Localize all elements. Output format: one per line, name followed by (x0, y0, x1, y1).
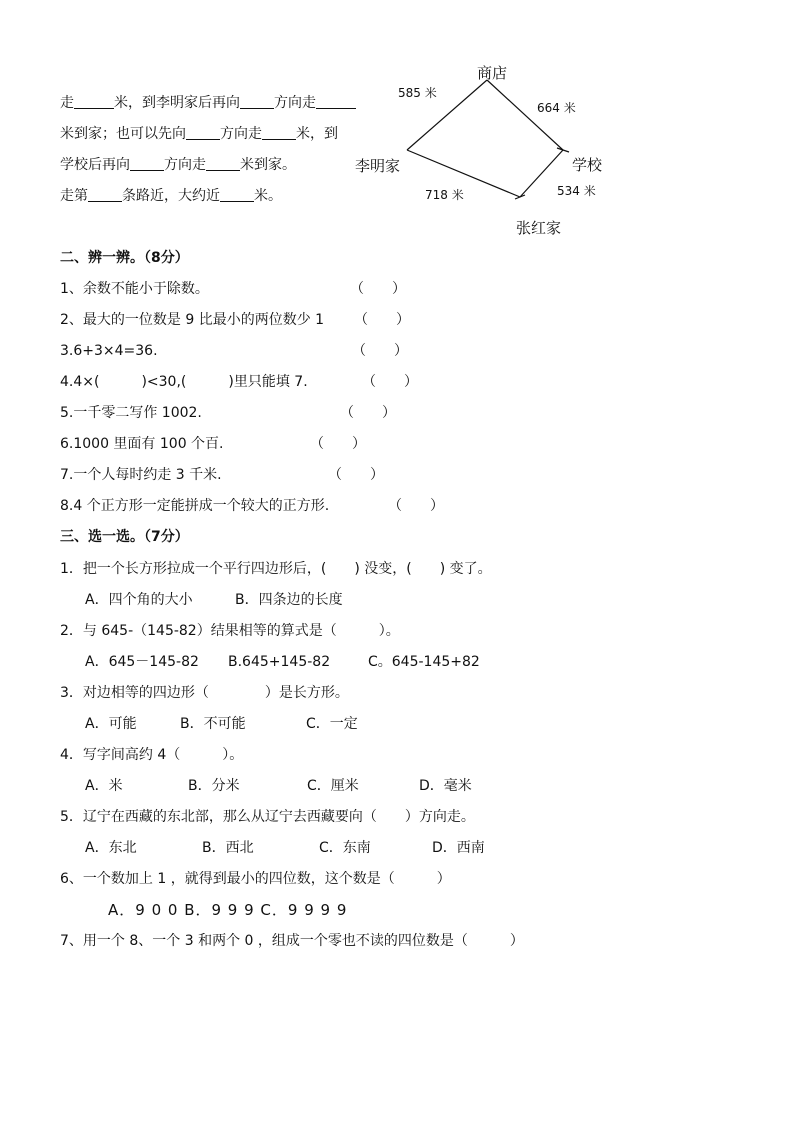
problem-text: 米，到李明家后再向 (114, 95, 240, 111)
judge-statement: 1、余数不能小于除数。 (60, 281, 209, 297)
judge-statement: 5.一千零二写作 1002. (60, 405, 202, 421)
judge-item-1 (60, 279, 209, 299)
judge-statement: 3.6+3×4=36. (60, 343, 158, 359)
place-store-label: 商店 (477, 64, 508, 82)
choice-options-3 (85, 714, 358, 734)
problem-text: 米到家；也可以先向 (60, 126, 186, 142)
judge-paren-1[interactable]: （ ） (350, 281, 406, 297)
option-c[interactable]: C．一定 (306, 716, 358, 732)
option-d[interactable]: D．毫米 (419, 778, 472, 794)
judge-statement: 4.4×( )<30,( )里只能填 7. (60, 374, 308, 390)
option-b[interactable]: B．分米 (188, 778, 240, 794)
place-liming-home-label: 李明家 (355, 157, 401, 175)
judge-paren-8[interactable]: （ ） (388, 498, 444, 514)
school-tick (557, 148, 569, 152)
option-a[interactable]: A．四个角的大小 (85, 592, 193, 608)
option-c[interactable]: C．东南 (319, 840, 371, 856)
problem-text: 米到家。 (240, 157, 296, 173)
option-a[interactable]: A．645－145-82 (85, 654, 199, 670)
choice-options-2 (85, 652, 480, 672)
choice-options-4 (85, 776, 472, 796)
option-c[interactable]: C．厘米 (307, 778, 359, 794)
judge-item-2 (60, 310, 324, 330)
option-a[interactable]: A．米 (85, 778, 123, 794)
judge-paren-2[interactable]: （ ） (354, 312, 410, 328)
problem-text: 学校后再向 (60, 157, 130, 173)
problem-text: 米，到 (296, 126, 338, 142)
section-2-title: 二、辨一辨。（8分） (60, 250, 189, 266)
judge-paren-4[interactable]: （ ） (362, 374, 418, 390)
option-b[interactable]: B．西北 (202, 840, 254, 856)
judge-item-4 (60, 372, 308, 392)
problem-text: 米。 (254, 188, 282, 204)
problem-text: 条路近，大约近 (122, 188, 220, 204)
judge-paren-7[interactable]: （ ） (328, 467, 384, 483)
option-b[interactable]: B．不可能 (180, 716, 246, 732)
judge-item-8 (60, 496, 329, 516)
choice-question-7: 7、用一个 8、一个 3 和两个 0 ，组成一个零也不读的四位数是（ ） (60, 933, 524, 949)
choice-options-5 (85, 838, 485, 858)
distance-store-school: 664 米 (537, 101, 576, 115)
judge-paren-6[interactable]: （ ） (310, 436, 366, 452)
choice-question-4: 4．写字间高约 4（ ）。 (60, 747, 244, 763)
option-a[interactable]: A．可能 (85, 716, 137, 732)
choice-question-1: 1．把一个长方形拉成一个平行四边形后，( ) 没变，( ) 变了。 (60, 561, 492, 577)
judge-statement: 8.4 个正方形一定能拼成一个较大的正方形. (60, 498, 330, 514)
choice-question-2: 2．与 645-（145-82）结果相等的算式是（ ）。 (60, 623, 400, 639)
judge-statement: 7.一个人每时约走 3 千米. (60, 467, 222, 483)
option-a[interactable]: A．东北 (85, 840, 137, 856)
judge-statement: 2、最大的一位数是 9 比最小的两位数少 1 (60, 312, 325, 328)
choice-options-1 (85, 590, 343, 610)
judge-paren-5[interactable]: （ ） (340, 405, 396, 421)
problem-text: 方向走 (164, 157, 206, 173)
judge-paren-3[interactable]: （ ） (352, 343, 408, 359)
section-3-title: 三、选一选。（7分） (60, 529, 189, 545)
distance-liming-zhanghong: 718 米 (425, 188, 464, 202)
option-c[interactable]: C。645-145+82 (368, 654, 480, 670)
place-zhanghong-home-label: 张红家 (516, 219, 562, 237)
problem-text: 方向走 (274, 95, 316, 111)
problem-text: 走 (60, 95, 74, 111)
problem-text: 走第 (60, 188, 88, 204)
place-school-label: 学校 (572, 156, 603, 174)
option-d[interactable]: D．西南 (432, 840, 485, 856)
problem-text: 方向走 (220, 126, 262, 142)
judge-statement: 6.1000 里面有 100 个百. (60, 436, 224, 452)
choice-question-5: 5．辽宁在西藏的东北部，那么从辽宁去西藏要向（ ）方向走。 (60, 809, 475, 825)
option-b[interactable]: B.645+145-82 (228, 654, 331, 670)
choice-options-6[interactable]: A．9 0 0 B．9 9 9 C．9 9 9 9 (108, 901, 348, 919)
distance-liming-store: 585 米 (398, 86, 437, 100)
judge-item-7 (60, 465, 222, 485)
judge-item-3 (60, 341, 158, 361)
choice-question-3: 3．对边相等的四边形（ ）是长方形。 (60, 685, 349, 701)
option-b[interactable]: B．四条边的长度 (235, 592, 343, 608)
choice-question-6: 6、一个数加上 1 ，就得到最小的四位数，这个数是（ ） (60, 871, 451, 887)
judge-item-5 (60, 403, 202, 423)
judge-item-6 (60, 434, 224, 454)
distance-zhanghong-school: 534 米 (557, 184, 596, 198)
